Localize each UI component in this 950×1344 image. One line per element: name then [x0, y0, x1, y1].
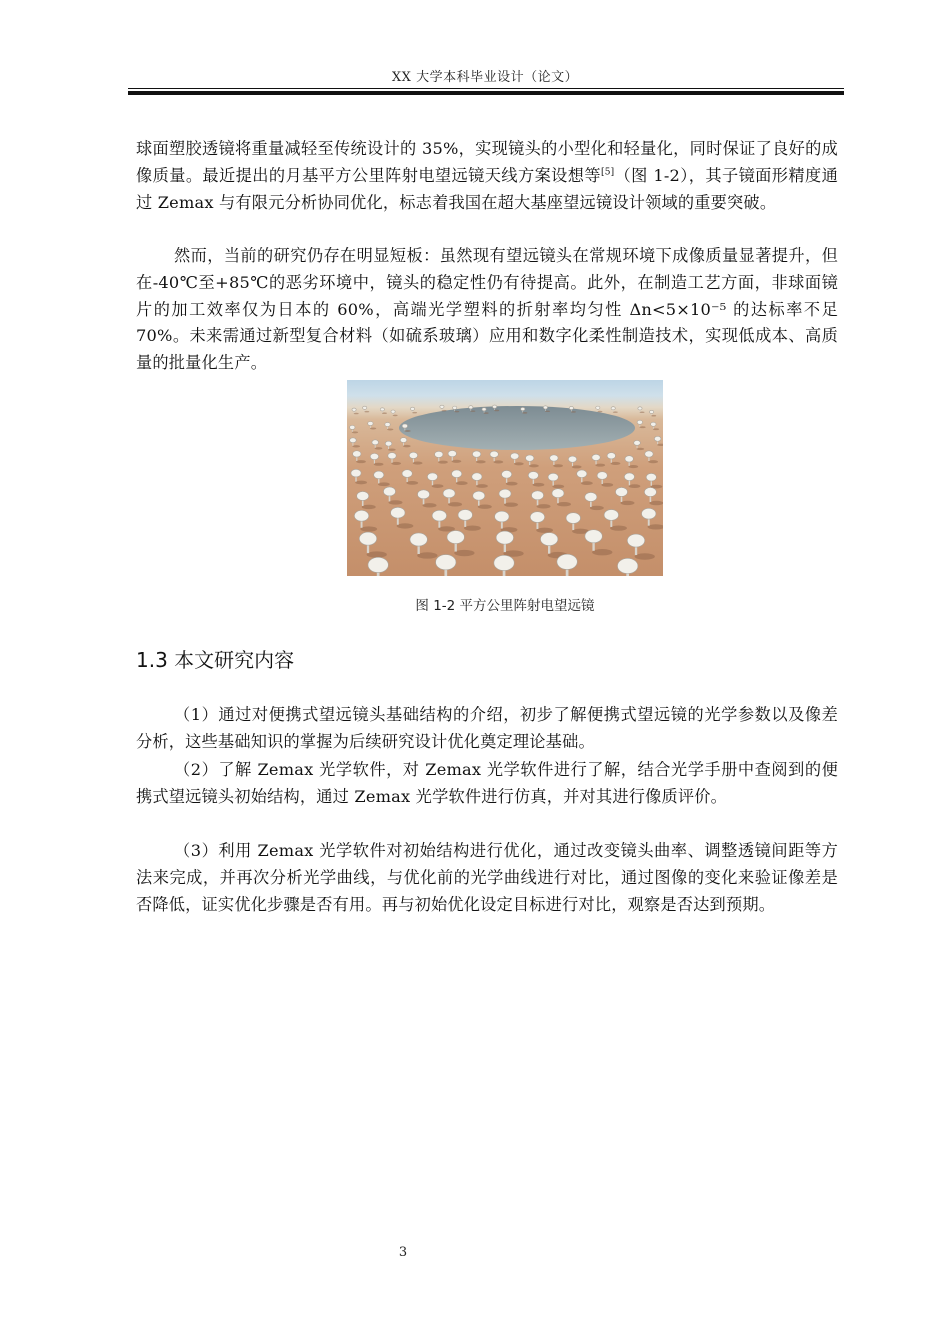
radio-dish [383, 487, 402, 505]
radio-dish [596, 406, 603, 412]
radio-dish [566, 513, 589, 534]
radio-dish [646, 473, 662, 488]
radio-dish [435, 451, 448, 463]
radio-dish [363, 406, 370, 412]
radio-dish [615, 487, 634, 505]
radio-dish [557, 554, 589, 576]
radio-dish [568, 456, 581, 468]
radio-dish [447, 531, 475, 557]
section-heading: 1.3 本文研究内容 [136, 648, 295, 672]
central-array-disc [399, 406, 635, 450]
radio-dish [436, 555, 468, 576]
radio-dish [385, 422, 394, 430]
radio-dish [448, 450, 461, 462]
paragraph-text: 球面塑胶透镜将重量减轻至传统设计的 35%，实现镜头的小型化和轻量化，同时保证了良好的成像质量。最近提出的月基平方公里阵射电望远镜天线方案设想等 [136, 139, 838, 185]
radio-dish [402, 470, 418, 485]
radio-dish [627, 534, 655, 560]
radio-dish [597, 472, 613, 487]
radio-dish [372, 440, 382, 450]
list-item: （1）通过对便携式望远镜头基础结构的介绍，初步了解便携式望远镜的光学参数以及像差分析，这些基础知识的掌握为后续研究设计优化奠定理论基础。 [136, 705, 838, 751]
radio-dish [357, 491, 376, 509]
radio-dish [592, 454, 605, 466]
radio-dish [644, 488, 663, 506]
radio-dish [473, 491, 492, 509]
radio-dish [654, 436, 663, 446]
radio-dish [604, 510, 627, 531]
radio-dish [577, 470, 593, 485]
radio-dish [391, 507, 414, 528]
radio-dish [526, 455, 539, 467]
radio-dish [458, 510, 481, 531]
radio-dish [374, 471, 390, 486]
radio-dish [624, 473, 640, 488]
radio-dish [638, 407, 645, 413]
radio-dish [472, 473, 488, 488]
list-item: （3）利用 Zemax 光学软件对初始结构进行优化，通过改变镜头曲率、调整透镜间距等方法来完成，并再次分析光学曲线，与优化前的光学曲线进行对比，通过图像的变化来验证像差是否降低，证实优化步骤是否有用。再与初始优化设定目标进行对比，观察是否达到预期。 [136, 841, 838, 914]
radio-dish [490, 451, 503, 463]
body-paragraph-1 [136, 136, 838, 216]
radio-dish [370, 453, 383, 465]
radio-dish [351, 469, 367, 484]
citation-ref[interactable]: [5] [601, 167, 615, 178]
radio-dish [548, 473, 564, 488]
radio-dish [552, 489, 571, 507]
telescope-array-illustration [347, 380, 663, 576]
page-number: 3 [398, 1245, 408, 1260]
radio-dish [418, 490, 437, 508]
radio-dish [410, 407, 417, 413]
paragraph-text: （图 1-2），其子镜面形精度通过 Zemax 与有限元分析协同优化，标志着我国在超大基座望远镜设计领域的重要突破。 [136, 165, 838, 212]
radio-dish [495, 511, 518, 532]
telescope-array-image [347, 380, 663, 576]
radio-dish [350, 425, 359, 433]
radio-dish [502, 470, 518, 485]
body-paragraph-2: 然而，当前的研究仍存在明显短板：虽然现有望远镜头在常规环境下成像质量显著提升，但在-40℃至+85℃的恶劣环境中，镜头的稳定性仍有待提高。此外，在制造工艺方面，非球面镜片的加工效率仅为日本的 60%，高端光学塑料的折射率均匀性 Δn<5×10⁻⁵ 的达标率不足 70%。未来需通过新型复合材料（如硫系玻璃）应用和数字化柔性制造技术，实现低成本、高质量的批量化生产。 [136, 246, 838, 373]
radio-dish [650, 410, 657, 416]
radio-dish [391, 410, 398, 416]
radio-dish [496, 531, 524, 557]
radio-dish [607, 453, 620, 465]
radio-dish [452, 470, 468, 485]
radio-dish [443, 489, 462, 507]
radio-dish [499, 489, 518, 507]
radio-dish [651, 422, 660, 430]
radio-dish [427, 473, 443, 488]
radio-dish [550, 455, 563, 467]
page-header: XX 大学本科毕业设计（论文） [391, 70, 579, 85]
radio-dish [617, 558, 649, 576]
radio-dish [380, 408, 387, 414]
radio-dish [634, 440, 644, 450]
header-rule-thick [128, 91, 844, 95]
radio-dish [611, 407, 618, 413]
radio-dish [645, 451, 658, 463]
radio-dish [585, 492, 604, 510]
radio-dish [353, 451, 366, 463]
radio-dish [440, 405, 447, 411]
radio-dish [625, 456, 638, 468]
radio-dish [354, 510, 377, 531]
radio-dish [472, 451, 485, 463]
radio-dish [352, 408, 359, 414]
radio-dish [350, 438, 360, 448]
radio-dish [637, 420, 646, 428]
radio-dish [385, 441, 395, 451]
radio-dish [494, 555, 526, 576]
radio-dish [510, 453, 523, 465]
radio-dish [585, 530, 613, 556]
figure-caption: 图 1-2 平方公里阵射电望远镜 [415, 598, 595, 614]
list-item: （2）了解 Zemax 光学软件，对 Zemax 光学软件进行了解，结合光学手册中查阅到的便携式望远镜头初始结构，通过 Zemax 光学软件进行仿真，并对其进行像质评价。 [136, 760, 838, 806]
radio-dish [410, 533, 438, 559]
radio-dish [400, 438, 410, 448]
radio-dish [368, 557, 400, 576]
radio-dish [359, 532, 387, 558]
header-rule-thin [128, 88, 844, 89]
radio-dish [368, 421, 377, 429]
radio-dish [532, 491, 551, 509]
radio-dish [528, 472, 544, 487]
radio-dish [642, 508, 663, 529]
radio-dish [388, 453, 401, 465]
radio-dish [409, 452, 422, 464]
radio-dish [432, 510, 455, 531]
radio-dish [530, 512, 553, 533]
